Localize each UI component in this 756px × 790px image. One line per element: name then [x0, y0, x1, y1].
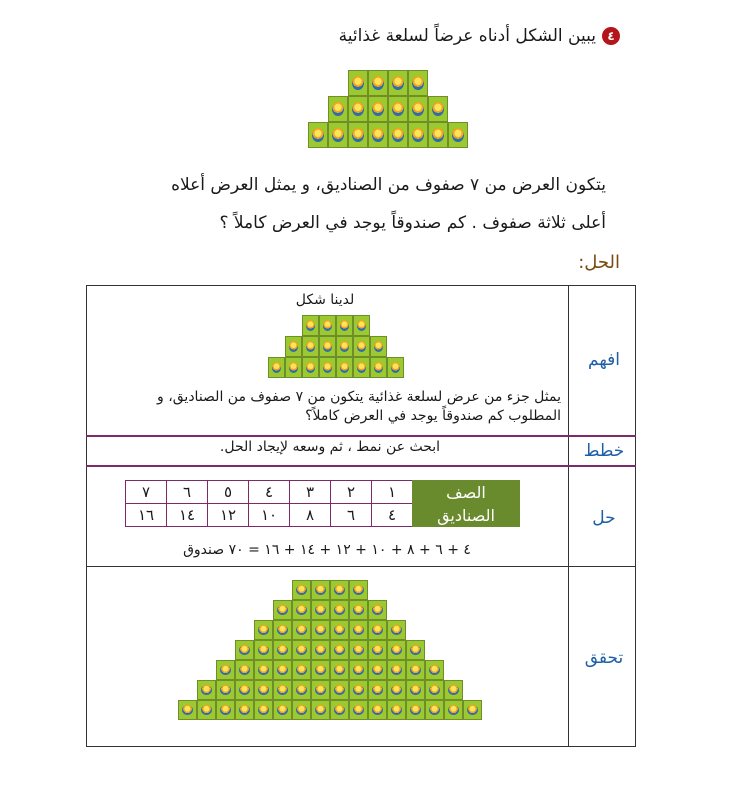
food-box-icon: [353, 315, 370, 336]
food-box-icon: [444, 700, 463, 720]
food-box-icon: [336, 315, 353, 336]
pyramid-row: [216, 660, 444, 680]
question-title: [339, 26, 620, 46]
food-box-icon: [197, 680, 216, 700]
food-box-icon: [328, 122, 348, 148]
pyramid-row: [328, 96, 448, 122]
pattern-header-row: الصف: [413, 481, 520, 504]
food-box-icon: [408, 96, 428, 122]
row-divider-plan-solve: [86, 465, 636, 467]
food-box-icon: [328, 96, 348, 122]
food-box-icon: [311, 600, 330, 620]
pyramid-row: [268, 357, 404, 378]
food-box-icon: [428, 96, 448, 122]
food-box-icon: [368, 660, 387, 680]
food-box-icon: [370, 336, 387, 357]
food-box-icon: [273, 600, 292, 620]
food-box-icon: [368, 70, 388, 96]
pattern-cell: ٦: [331, 504, 372, 527]
sum-equation: ٤ + ٦ + ٨ + ١٠ + ١٢ + ١٤ + ١٦ = ٧٠ صندوق: [183, 542, 471, 558]
food-box-icon: [285, 357, 302, 378]
food-box-icon: [311, 660, 330, 680]
pyramid-row: [273, 600, 387, 620]
food-box-icon: [292, 680, 311, 700]
food-box-icon: [216, 680, 235, 700]
food-box-icon: [197, 700, 216, 720]
food-box-icon: [273, 640, 292, 660]
pattern-table: [125, 480, 520, 527]
food-box-icon: [387, 357, 404, 378]
pattern-cell: ٥: [208, 481, 249, 504]
food-box-icon: [406, 660, 425, 680]
food-box-icon: [330, 660, 349, 680]
food-box-icon: [216, 660, 235, 680]
food-box-icon: [235, 680, 254, 700]
food-box-icon: [319, 336, 336, 357]
food-box-icon: [292, 580, 311, 600]
pattern-header-boxes: الصناديق: [413, 504, 520, 527]
food-box-icon: [387, 700, 406, 720]
food-box-icon: [348, 96, 368, 122]
food-box-icon: [336, 336, 353, 357]
food-box-icon: [408, 122, 428, 148]
pyramid-row: [285, 336, 387, 357]
food-box-icon: [388, 96, 408, 122]
food-box-icon: [330, 580, 349, 600]
food-box-icon: [330, 620, 349, 640]
food-box-icon: [308, 122, 328, 148]
food-box-icon: [330, 640, 349, 660]
food-box-icon: [406, 640, 425, 660]
solution-label: الحل:: [578, 252, 620, 273]
food-box-icon: [349, 680, 368, 700]
plan-text: ابحث عن نمط ، ثم وسعه لإيجاد الحل.: [219, 439, 441, 455]
food-box-icon: [302, 336, 319, 357]
food-box-icon: [349, 700, 368, 720]
food-box-icon: [368, 640, 387, 660]
food-box-icon: [368, 700, 387, 720]
food-box-icon: [302, 315, 319, 336]
food-box-icon: [368, 600, 387, 620]
food-box-icon: [349, 600, 368, 620]
food-box-icon: [311, 680, 330, 700]
pattern-cell: ١٢: [208, 504, 249, 527]
food-box-icon: [311, 620, 330, 640]
food-box-icon: [387, 620, 406, 640]
pattern-cell: ٣: [290, 481, 331, 504]
food-box-icon: [178, 700, 197, 720]
food-box-icon: [235, 660, 254, 680]
step-label-understand: افهم: [588, 350, 620, 370]
food-box-icon: [254, 700, 273, 720]
food-box-icon: [348, 70, 368, 96]
food-box-icon: [292, 600, 311, 620]
step-label-plan: خطط: [583, 441, 625, 461]
top-pyramid-figure: [308, 70, 468, 148]
food-box-icon: [425, 700, 444, 720]
row-divider-solve-check: [86, 566, 636, 567]
food-box-icon: [349, 640, 368, 660]
food-box-icon: [292, 700, 311, 720]
food-box-icon: [254, 640, 273, 660]
food-box-icon: [353, 357, 370, 378]
food-box-icon: [425, 680, 444, 700]
food-box-icon: [388, 122, 408, 148]
pyramid-row: [197, 680, 463, 700]
food-box-icon: [311, 640, 330, 660]
food-box-icon: [349, 620, 368, 640]
pattern-cell: ٨: [290, 504, 331, 527]
small-pyramid-figure: [268, 315, 404, 378]
food-box-icon: [348, 122, 368, 148]
food-box-icon: [387, 640, 406, 660]
pattern-cell: ٢: [331, 481, 372, 504]
food-box-icon: [216, 700, 235, 720]
pattern-cell: ١٠: [249, 504, 290, 527]
food-box-icon: [336, 357, 353, 378]
pattern-cell: ١: [372, 481, 413, 504]
food-box-icon: [285, 336, 302, 357]
food-box-icon: [273, 660, 292, 680]
food-box-icon: [319, 315, 336, 336]
question-number-badge: ٤: [602, 27, 620, 45]
pattern-cell: ١٤: [167, 504, 208, 527]
pyramid-row: [254, 620, 406, 640]
food-box-icon: [387, 660, 406, 680]
question-line-1: يتكون العرض من ٧ صفوف من الصناديق، و يمثل العرض أعلاه: [171, 175, 606, 195]
understand-text-line-1: يمثل جزء من عرض لسلعة غذائية يتكون من ٧ صفوف من الصناديق، و: [157, 389, 561, 405]
understand-text-line-2: المطلوب كم صندوقاً يوجد في العرض كاملاً؟: [305, 408, 561, 424]
row-divider-understand-plan: [86, 435, 636, 437]
pattern-cell: ٤: [249, 481, 290, 504]
label-column-divider: [568, 285, 569, 747]
food-box-icon: [273, 620, 292, 640]
food-box-icon: [235, 640, 254, 660]
food-box-icon: [368, 96, 388, 122]
step-label-solve: حل: [592, 508, 616, 528]
food-box-icon: [311, 580, 330, 600]
food-box-icon: [311, 700, 330, 720]
food-box-icon: [368, 620, 387, 640]
food-box-icon: [273, 680, 292, 700]
pyramid-row: [235, 640, 425, 660]
food-box-icon: [368, 680, 387, 700]
pattern-cell: ١٦: [126, 504, 167, 527]
food-box-icon: [353, 336, 370, 357]
food-box-icon: [268, 357, 285, 378]
understand-caption: لدينا شكل: [295, 292, 355, 308]
pattern-row-numbers: [126, 481, 520, 504]
food-box-icon: [425, 660, 444, 680]
question-line-2: أعلى ثلاثة صفوف . كم صندوقاً يوجد في العرض كاملاً ؟: [219, 213, 606, 233]
food-box-icon: [406, 700, 425, 720]
food-box-icon: [406, 680, 425, 700]
pyramid-row: [348, 70, 428, 96]
food-box-icon: [408, 70, 428, 96]
food-box-icon: [330, 600, 349, 620]
food-box-icon: [349, 580, 368, 600]
food-box-icon: [428, 122, 448, 148]
step-label-check: تحقق: [584, 648, 624, 668]
pyramid-row: [308, 122, 468, 148]
pyramid-row: [292, 580, 368, 600]
food-box-icon: [292, 660, 311, 680]
food-box-icon: [292, 640, 311, 660]
food-box-icon: [235, 700, 254, 720]
pattern-cell: ٤: [372, 504, 413, 527]
question-title-text: يبين الشكل أدناه عرضاً لسلعة غذائية: [338, 26, 596, 46]
food-box-icon: [387, 680, 406, 700]
pyramid-row: [178, 700, 482, 720]
food-box-icon: [388, 70, 408, 96]
food-box-icon: [254, 620, 273, 640]
pattern-row-boxes: [126, 504, 520, 527]
food-box-icon: [444, 680, 463, 700]
pattern-cell: ٦: [167, 481, 208, 504]
food-box-icon: [302, 357, 319, 378]
food-box-icon: [448, 122, 468, 148]
pyramid-row: [302, 315, 370, 336]
food-box-icon: [254, 680, 273, 700]
pattern-cell: ٧: [126, 481, 167, 504]
food-box-icon: [463, 700, 482, 720]
food-box-icon: [273, 700, 292, 720]
food-box-icon: [319, 357, 336, 378]
food-box-icon: [368, 122, 388, 148]
full-pyramid-figure: [202, 580, 458, 720]
food-box-icon: [330, 700, 349, 720]
food-box-icon: [330, 680, 349, 700]
food-box-icon: [254, 660, 273, 680]
food-box-icon: [292, 620, 311, 640]
food-box-icon: [370, 357, 387, 378]
food-box-icon: [349, 660, 368, 680]
